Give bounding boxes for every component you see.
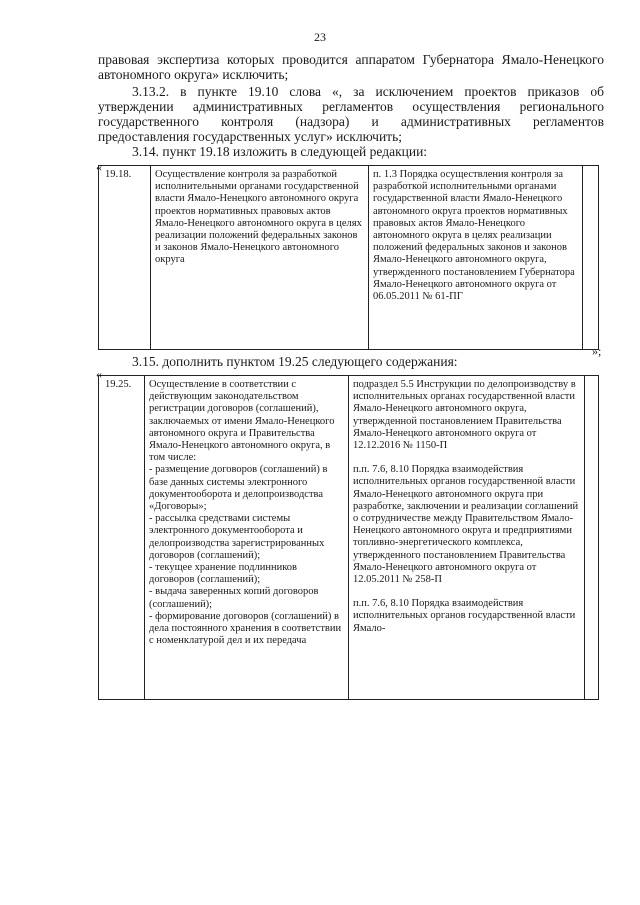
paragraph-3-13-2: 3.13.2. в пункте 19.10 слова «, за исключением проектов приказов об утверждении административных регламентов осуществления регионального государственного контроля (надзора) и административных регламентов предоставления государственных услуг» исключить; [98,84,604,144]
item-description: Осуществление контроля за разработкой исполнительными органами государственной власти Ямало-Ненецкого автономного округа проектов нормативных правовых актов Ямало-Ненецкого автономного округа в целях реализации положений федеральных законов и законов Ямало-Ненецкого автономного округа [151,166,369,350]
basis-line: п.п. 7.6, 8.10 Порядка взаимодействия исполнительных органов государственной власти Ямало-Ненецкого автономного округа при разработке, заключении и реализации соглашений о сотрудничестве между Правительством Ямало-Ненецкого автономного округа и предприятиями топливно-энергетического комплекса, утвержденного постановлением Правительства Ямало-Ненецкого автономного округа от 12.05.2011 № 258-П [353,464,579,586]
item-empty-cell [585,376,599,700]
item-description [145,376,349,700]
open-quote-2: « [96,367,102,381]
table-row [99,166,599,350]
close-quote-1: »; [592,344,602,358]
item-number: 19.18. [99,166,151,350]
table-item-19-25 [98,375,599,700]
page-number: 23 [314,30,326,44]
paragraph-3-14: 3.14. пункт 19.18 изложить в следующей редакции: [132,144,428,159]
basis-line: п.п. 7.6, 8.10 Порядка взаимодействия исполнительных органов государственной власти Ямало- [353,598,576,634]
paragraph-3-15: 3.15. дополнить пунктом 19.25 следующего содержания: [132,354,458,369]
desc-line: - текущее хранение подлинников договоров (соглашений); [149,562,297,586]
open-quote-1: « [96,160,102,174]
desc-line: - выдача заверенных копий договоров (соглашений); [149,586,319,610]
desc-line: - формирование договоров (соглашений) в дела постоянного хранения в соответствии с номенклатурой дел и их передача [149,610,342,647]
table-item-19-18 [98,165,599,350]
item-empty-cell [583,166,599,350]
paragraph-continuation: правовая экспертиза которых проводится аппаратом Губернатора Ямало-Ненецкого автономного округа» исключить; [98,52,604,82]
basis-line: подраздел 5.5 Инструкции по делопроизводству в исполнительных органах государственной власти Ямало-Ненецкого автономного округа, утвержденной постановлением Правительства Ямало-Ненецкого автономного округа от 12.12.2016 № 1150-П [353,379,576,452]
item-number: 19.25. [99,376,145,700]
desc-line: - размещение договоров (соглашений) в базе данных системы электронного документооборота и делопроизводства «Договоры»; [149,464,328,513]
table-row [99,376,599,700]
desc-line: - рассылка средствами системы электронного документооборота и делопроизводства зарегистрированных договоров (соглашений); [149,513,325,561]
desc-line: Осуществление в соответствии с действующим законодательством регистрации договоров (соглашений), заключаемых от имени Ямало-Ненецкого автономного округа и Правительства Ямало-Ненецкого автономного округа, в том числе: [149,379,335,464]
item-legal-basis: п. 1.3 Порядка осуществления контроля за разработкой исполнительными органами государственной власти Ямало-Ненецкого автономного округа проектов нормативных правовых актов Ямало-Ненецкого автономного округа в целях реализации положений федеральных законов и законов Ямало-Ненецкого автономного округа, утвержденного постановлением Губернатора Ямало-Ненецкого автономного округа от 06.05.2011 № 61-ПГ [369,166,583,350]
item-legal-basis [349,376,585,700]
